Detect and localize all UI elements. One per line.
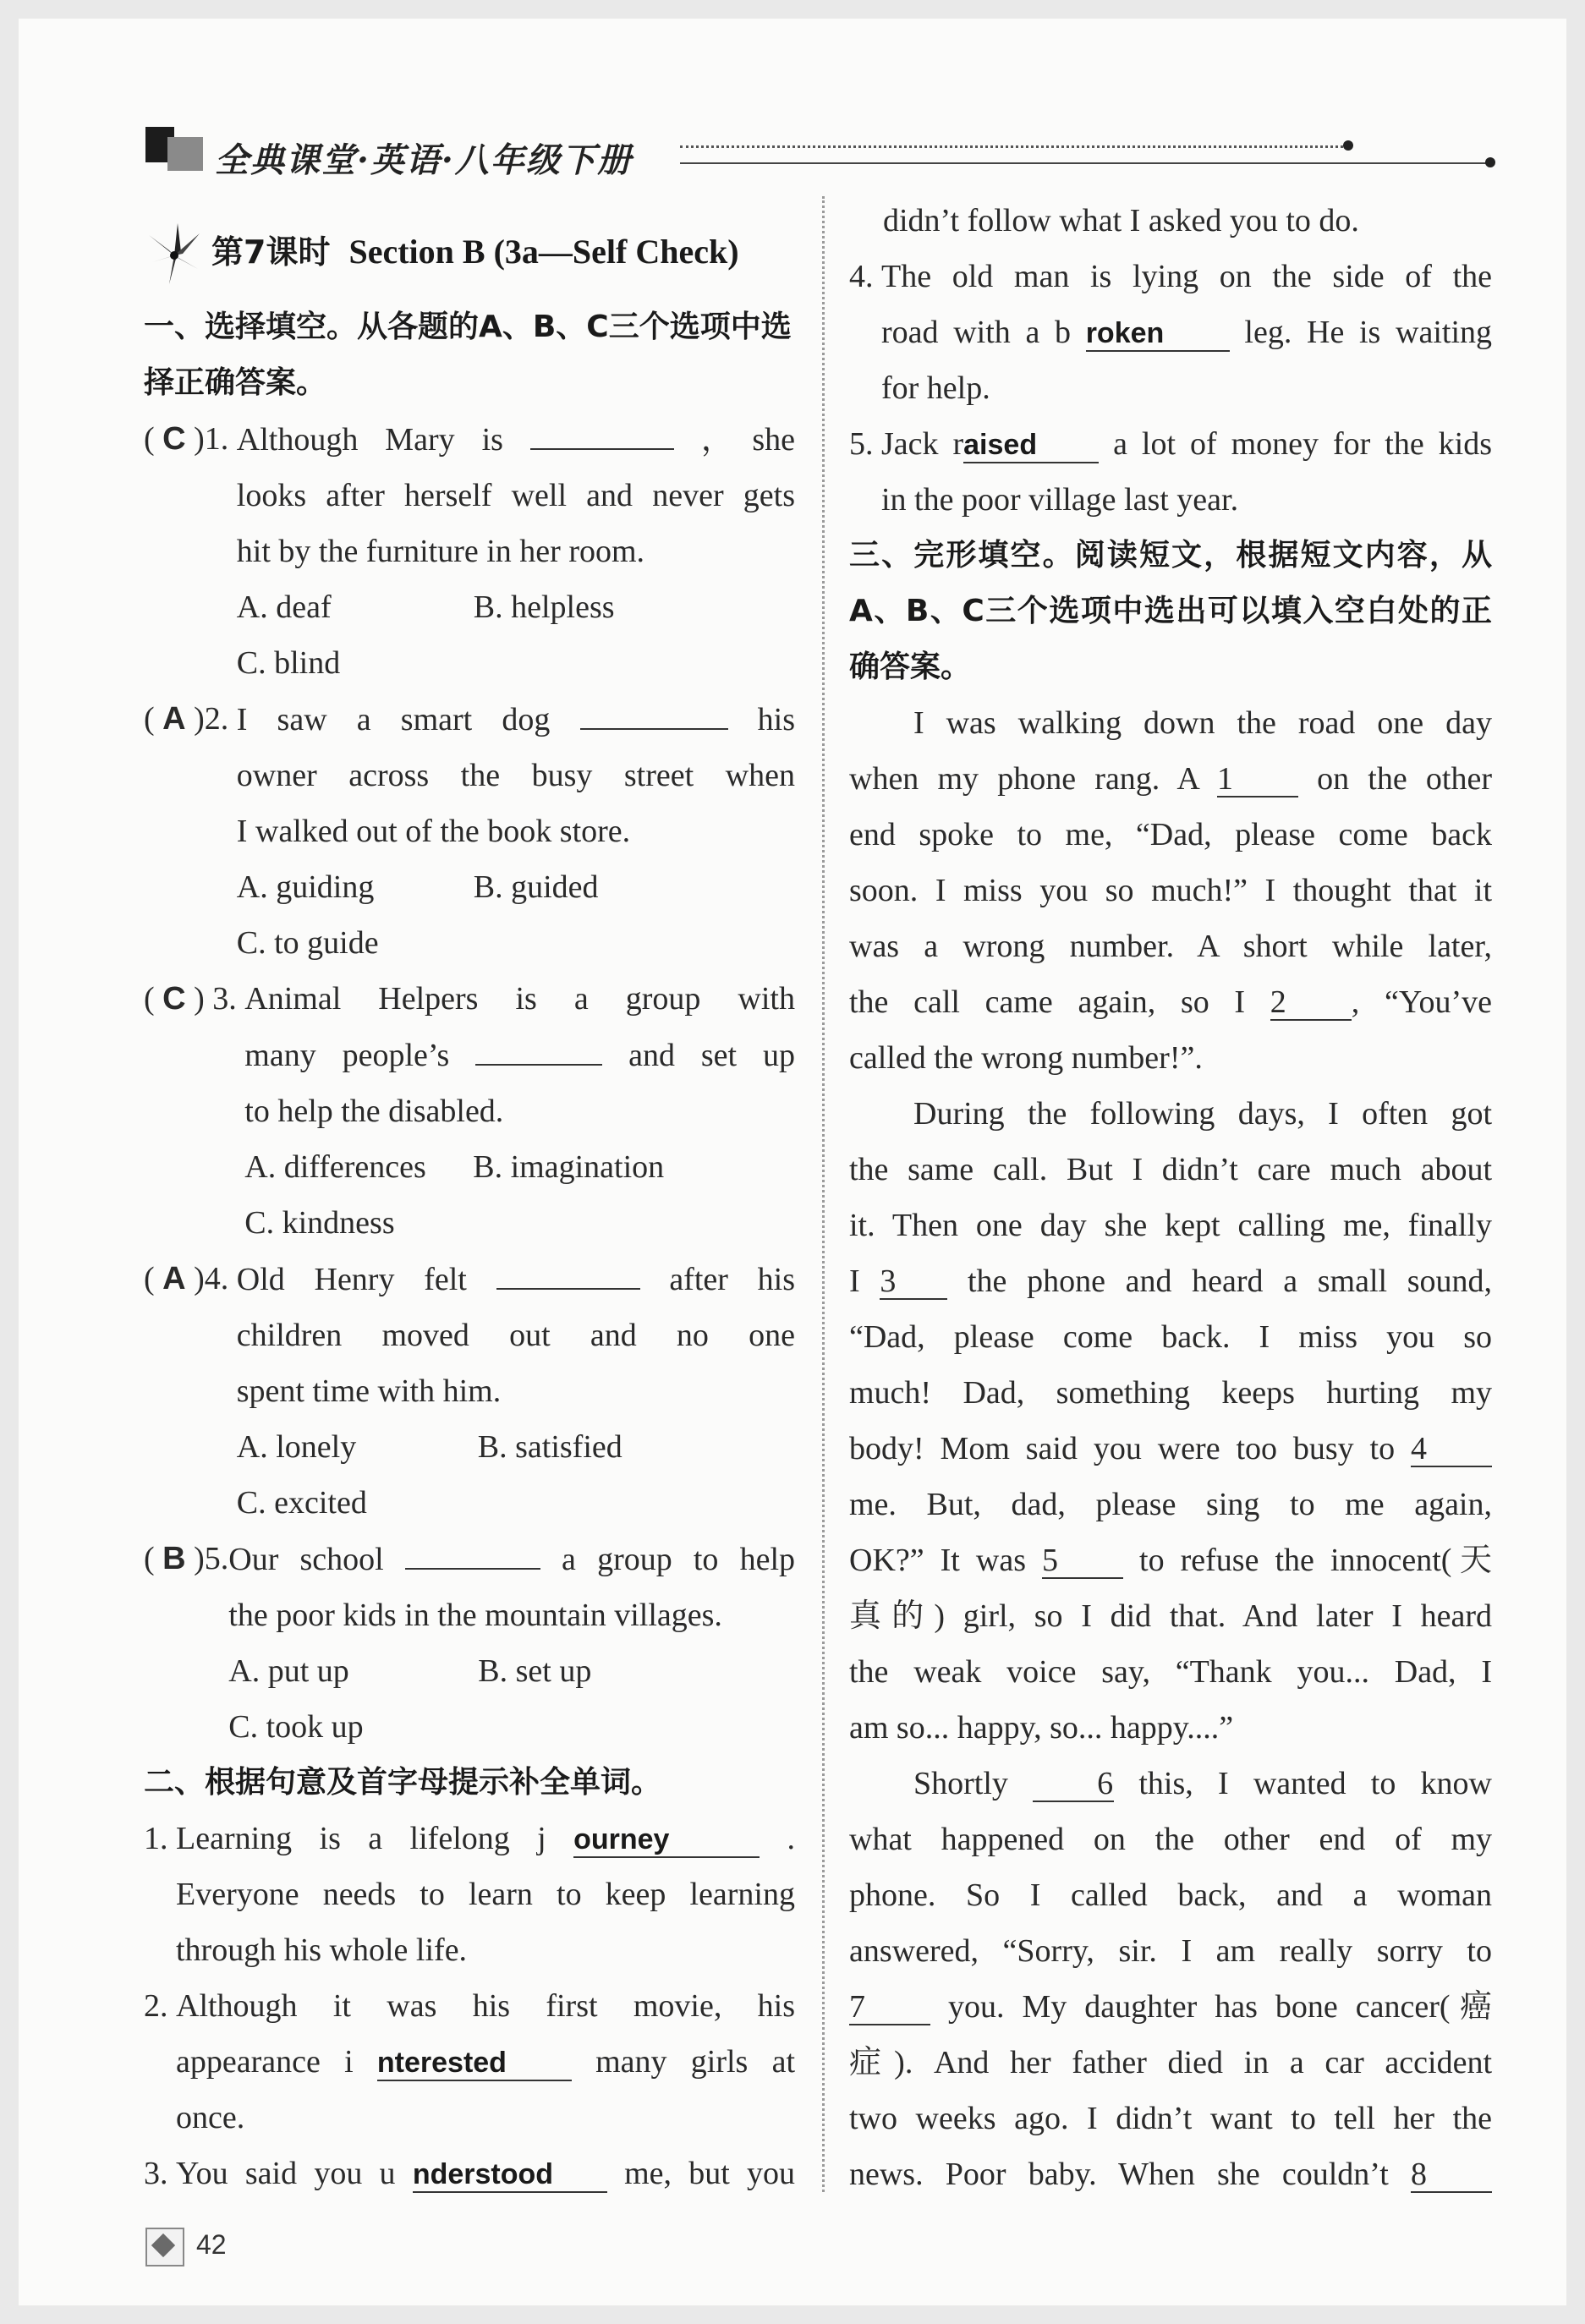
option-a[interactable]: A. guiding (236, 869, 375, 905)
passage-line: answered, “Sorry, sir. I am really sorry to (849, 1933, 1492, 1969)
question-text: owner across the busy street when (236, 758, 795, 793)
options-row (228, 1643, 795, 1699)
choice-question-2 (144, 691, 795, 971)
option-c[interactable]: C. blind (236, 645, 341, 681)
answer-bracket: ( C ) 3. (144, 981, 237, 1017)
answer-blank[interactable] (475, 1027, 602, 1066)
passage-line: me. But, dad, please sing to me again, (849, 1487, 1492, 1522)
passage-line: end spoke to me, “Dad, please come back (849, 817, 1492, 852)
answer-bracket: ( C )1. (144, 421, 229, 457)
answer-letter: C (162, 981, 186, 1017)
question-text: looks after herself well and never gets (236, 478, 795, 513)
item-text: appearance i (176, 2044, 354, 2080)
question-text: spent time with him. (236, 1373, 502, 1409)
cloze-paragraph-2 (849, 1086, 1492, 1756)
item-text: didn’t follow what I asked you to do. (883, 203, 1359, 238)
option-b[interactable]: B. set up (478, 1653, 592, 1689)
passage-line: the call came again, so I (849, 984, 1246, 1020)
answer-blank[interactable] (530, 411, 674, 450)
word-fill-item-5 (849, 416, 1492, 528)
option-a[interactable]: A. differences (244, 1149, 426, 1185)
options-row (237, 1419, 795, 1475)
options-row (237, 859, 795, 915)
column-divider (822, 196, 825, 2192)
passage-line: “Dad, please come back. I miss you so (849, 1319, 1492, 1355)
passage-line: the weak voice say, “Thank you... Dad, I (849, 1654, 1492, 1690)
question-text: the poor kids in the mountain villages. (228, 1598, 722, 1633)
question-number: 5. (204, 1541, 229, 1576)
passage-line: I was walking down the road one day (913, 705, 1492, 741)
cloze-blank-2[interactable]: 2 (1270, 985, 1352, 1021)
options-row (237, 579, 795, 635)
part2-heading: 二、根据句意及首字母提示补全单词。 (144, 1765, 662, 1800)
header-dotted-rule (680, 145, 1348, 148)
part3-heading: 三、完形填空。阅读短文，根据短文内容，从A、B、C三个选项中选出可以填入空白处的正确答案。 (849, 538, 1492, 684)
option-b[interactable]: B. helpless (473, 589, 615, 625)
passage-line: am so... happy, so... happy....” (849, 1710, 1234, 1746)
item-text: many girls at (595, 2044, 795, 2080)
question-number: 4. (204, 1261, 229, 1296)
answer-blank[interactable] (405, 1531, 540, 1570)
option-c[interactable]: C. kindness (244, 1205, 395, 1241)
question-text: Although Mary is (236, 422, 503, 458)
choice-question-3 (144, 971, 795, 1251)
option-b[interactable]: B. guided (473, 869, 599, 905)
lesson-title (211, 224, 739, 280)
passage-line: on the other (1317, 761, 1492, 797)
options-row (244, 1139, 795, 1195)
item-text: You said you u (176, 2156, 396, 2191)
item-text: for help. (881, 370, 990, 406)
header-dot (1343, 140, 1353, 151)
option-a[interactable]: A. deaf (236, 589, 332, 625)
question-text: many people’s (244, 1038, 450, 1073)
question-number: 3. (212, 981, 237, 1017)
book-title: 全典课堂·英语·八年级下册 (215, 140, 633, 180)
right-column (849, 193, 1492, 2202)
passage-line: what happened on the other end of my (849, 1822, 1492, 1857)
item-text: Everyone needs to learn to keep learning (176, 1877, 795, 1912)
question-text: ，she (700, 422, 796, 458)
option-c[interactable]: C. took up (228, 1709, 364, 1745)
passage-line: it. Then one day she kept calling me, finally (849, 1208, 1492, 1243)
question-text: and set up (628, 1038, 796, 1073)
passage-line: , “You’ve (1351, 984, 1492, 1020)
lesson-heading (144, 210, 795, 294)
word-fill-answer[interactable]: nderstood (413, 2157, 607, 2193)
word-fill-answer[interactable]: aised (963, 428, 1099, 463)
question-number: 2. (204, 701, 229, 737)
page (19, 19, 1566, 2305)
passage-line: was a wrong number. A short while later, (849, 929, 1492, 964)
option-a[interactable]: A. lonely (236, 1429, 357, 1465)
item-text: Jack r (881, 426, 964, 462)
item-number: 1. (144, 1821, 168, 1856)
item-text: Although it was his first movie, his (176, 1988, 795, 2024)
answer-letter: A (162, 701, 186, 737)
word-fill-item-1 (144, 1811, 795, 1978)
question-number: 1. (204, 421, 229, 457)
word-fill-item-4 (849, 249, 1492, 416)
passage-line: when my phone rang. A (849, 761, 1198, 797)
question-text: his (757, 702, 795, 737)
item-text: The old man is lying on the side of the (881, 259, 1492, 294)
option-c[interactable]: C. to guide (236, 925, 379, 961)
passage-line: 症). And her father died in a car accident (849, 2045, 1492, 2080)
passage-line: the phone and heard a small sound, (968, 1263, 1493, 1299)
option-b[interactable]: B. imagination (473, 1149, 665, 1185)
choice-question-5 (144, 1531, 795, 1755)
passage-line: body! Mom said you were too busy to (849, 1431, 1396, 1466)
passage-line: much! Dad, something keeps hurting my (849, 1375, 1492, 1411)
answer-bracket: ( B )5. (144, 1541, 229, 1576)
question-text: Our school (228, 1542, 384, 1577)
item-text: once. (176, 2100, 245, 2135)
lesson-section: Section B (3a—Self Check) (348, 233, 739, 271)
cloze-blank-3[interactable]: 3 (880, 1264, 947, 1300)
answer-blank[interactable] (496, 1251, 640, 1290)
passage-line: to refuse the innocent(天 (1139, 1543, 1492, 1578)
answer-bracket: ( A )4. (144, 1261, 229, 1296)
question-text: Old Henry felt (236, 1262, 467, 1297)
question-text: hit by the furniture in her room. (236, 534, 645, 569)
item-text: through his whole life. (176, 1932, 468, 1968)
passage-line: 真的) girl, so I did that. And later I heard (849, 1598, 1492, 1634)
word-fill-answer[interactable]: ourney (573, 1822, 760, 1858)
item-text: leg. He is waiting (1244, 315, 1493, 350)
question-text: to help the disabled. (244, 1093, 504, 1129)
item-text: road with a b (881, 315, 1072, 350)
answer-bracket: ( A )2. (144, 701, 229, 737)
cloze-blank-8[interactable]: 8 (1411, 2157, 1492, 2193)
header-solid-rule (680, 162, 1489, 164)
option-c[interactable]: C. excited (236, 1485, 367, 1521)
option-a[interactable]: A. put up (228, 1653, 349, 1689)
cloze-blank-1[interactable]: 1 (1217, 762, 1298, 798)
word-fill-answer[interactable]: roken (1086, 316, 1230, 352)
answer-letter: A (162, 1261, 186, 1296)
choice-question-4 (144, 1251, 795, 1531)
option-b[interactable]: B. satisfied (477, 1429, 622, 1465)
answer-letter: C (162, 421, 186, 457)
item-text: in the poor village last year. (881, 482, 1239, 518)
cloze-blank-5[interactable]: 5 (1042, 1543, 1123, 1579)
cloze-paragraph-3 (849, 1756, 1492, 2202)
header-logo-block-gray (167, 137, 203, 171)
passage-line: news. Poor baby. When she couldn’t (849, 2157, 1389, 2192)
item-number: 5. (849, 426, 874, 462)
answer-blank[interactable] (580, 691, 728, 730)
cloze-blank-7[interactable]: 7 (849, 1990, 930, 2025)
passage-line: I (849, 1263, 860, 1299)
word-fill-item-2 (144, 1978, 795, 2146)
passage-line: phone. So I called back, and a woman (849, 1877, 1492, 1913)
question-text: children moved out and no one (236, 1318, 795, 1353)
cloze-paragraph-1 (849, 695, 1492, 1086)
question-text: I saw a smart dog (236, 702, 551, 737)
item-number: 2. (144, 1988, 168, 2024)
item-number: 3. (144, 2156, 168, 2191)
passage-line: soon. I miss you so much!” I thought that it (849, 873, 1492, 908)
left-column (144, 210, 795, 2201)
question-text: I walked out of the book store. (236, 814, 631, 849)
pinwheel-flower-icon (144, 218, 205, 286)
page-number: 42 (196, 2229, 227, 2260)
answer-letter: B (162, 1541, 186, 1576)
question-text: a group to help (562, 1542, 796, 1577)
item-text: me, but you (624, 2156, 796, 2191)
word-fill-answer[interactable]: nterested (377, 2046, 572, 2081)
page-badge-icon (145, 2228, 184, 2266)
item-number: 4. (849, 259, 874, 294)
item-text: a lot of money for the kids (1113, 426, 1493, 462)
passage-line: this, I wanted to know (1138, 1766, 1492, 1801)
choice-question-1 (144, 411, 795, 691)
lesson-number: 第7课时 (211, 233, 331, 271)
item-text: . (787, 1821, 796, 1856)
item-text: Learning is a lifelong j (176, 1821, 546, 1856)
passage-line: the same call. But I didn’t care much about (849, 1152, 1492, 1187)
passage-line: OK?” It was (849, 1543, 1026, 1578)
cloze-blank-6[interactable]: 6 (1033, 1767, 1114, 1802)
passage-line: you. My daughter has bone cancer(癌 (948, 1989, 1492, 2025)
question-text: after his (669, 1262, 795, 1297)
word-fill-item-3 (144, 2146, 795, 2201)
question-text: Animal Helpers is a group with (244, 981, 795, 1017)
passage-line: During the following days, I often got (913, 1096, 1492, 1132)
header-dot-end (1485, 157, 1495, 167)
passage-line: Shortly (913, 1766, 1008, 1801)
cloze-blank-4[interactable]: 4 (1411, 1432, 1492, 1467)
passage-line: two weeks ago. I didn’t want to tell her the (849, 2101, 1492, 2136)
passage-line: called the wrong number!”. (849, 1040, 1203, 1076)
part1-heading: 一、选择填空。从各题的A、B、C三个选项中选择正确答案。 (144, 310, 792, 400)
